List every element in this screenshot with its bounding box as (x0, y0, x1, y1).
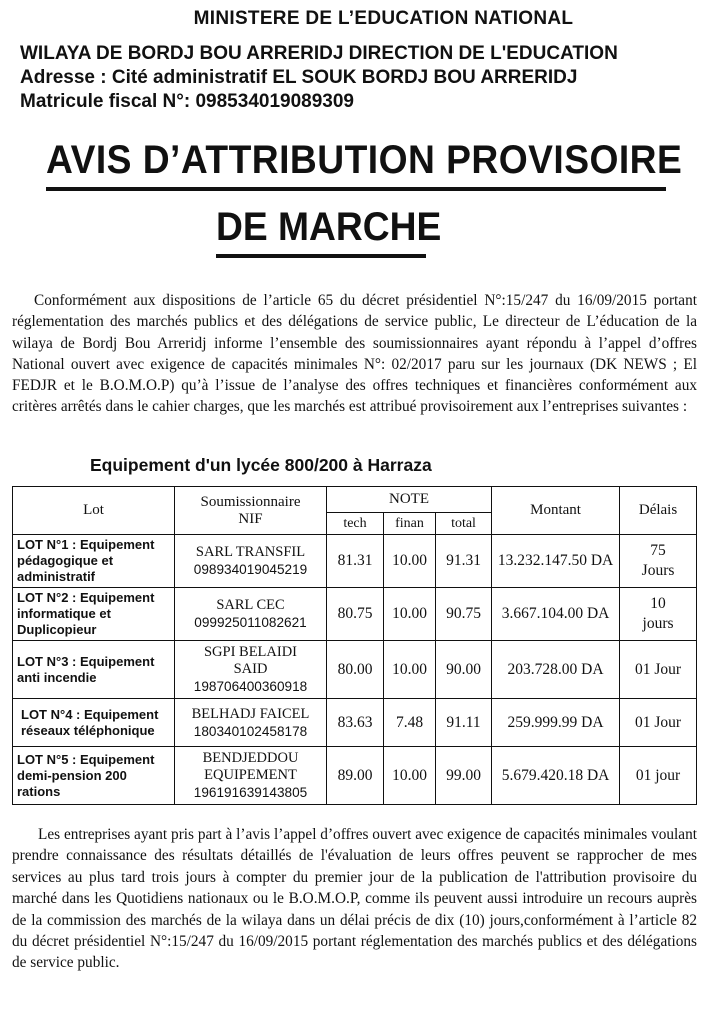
delay-unit: jours (642, 615, 674, 632)
finan-score: 7.48 (384, 699, 436, 747)
bidder-name: SARL TRANSFIL (195, 544, 306, 560)
amount: 3.667.104.00 DA (492, 588, 620, 641)
delay-value: 01 jour (635, 766, 681, 784)
amount: 13.232.147.50 DA (492, 535, 620, 588)
total-score: 91.11 (436, 699, 492, 747)
delay-value: 10 (650, 595, 666, 612)
header-nif-label: NIF (238, 510, 263, 527)
wilaya-heading: WILAYA DE BORDJ BOU ARRERIDJ DIRECTION DE L'EDUCATION (20, 43, 618, 64)
total-score: 90.00 (436, 641, 492, 699)
header-finan: finan (384, 513, 436, 535)
title-underline-1 (46, 187, 666, 191)
table-row (13, 535, 697, 588)
total-score: 99.00 (436, 747, 492, 805)
delay-cell (620, 699, 697, 747)
lot-number: LOT N°1 : (17, 537, 77, 552)
bidder-cell (175, 747, 327, 805)
lot-cell (13, 535, 175, 588)
bidder-name-line2: EQUIPEMENT (204, 767, 297, 783)
lot-description: Equipement informatique et Duplicopieur (17, 590, 155, 637)
tech-score: 89.00 (327, 747, 384, 805)
finan-score: 10.00 (384, 588, 436, 641)
delay-value: 75 (650, 542, 666, 559)
header-total: total (436, 513, 492, 535)
delay-cell (620, 641, 697, 699)
lot-description: Equipement réseaux téléphonique (21, 706, 159, 738)
notice-title-line2: DE MARCHE (216, 205, 442, 249)
header-lot: Lot (13, 487, 175, 535)
finan-score: 10.00 (384, 747, 436, 805)
bidder-cell (175, 699, 327, 747)
bidder-nif: 099925011082621 (194, 615, 307, 630)
header-delais: Délais (620, 487, 697, 535)
header-bidder-label: Soumissionnaire (200, 493, 301, 510)
table-row (13, 747, 697, 805)
header-tech: tech (327, 513, 384, 535)
bidder-cell (175, 641, 327, 699)
closing-paragraph: Les entreprises ayant pris part à l’avis l’appel d’offres ouvert avec exigence de capacités minimales voulant prendre connaissance des résultats détaillés de l'évaluation de leurs offres peuvent se rapprocher de mes services au plus tard trois jours à compter du premier jour de la publication de l'attribution provisoire du marché dans les Quotidiens nationaux ou le B.O.M.O.P, comme ils peuvent aussi introduire un recours auprès de la commission des marchés de la wilaya dans un délai précis de dix (10) jours,conformément à l’article 82 du décret présidentiel N°:15/247 du 16/09/2015 portant réglementation des marchés publics et des délégations de service public. (12, 826, 697, 972)
amount: 203.728.00 DA (492, 641, 620, 699)
lot-cell (13, 699, 175, 747)
bidder-name: SARL CEC (216, 597, 285, 613)
table-row (13, 641, 697, 699)
header-bidder (175, 487, 327, 535)
lot-cell (13, 588, 175, 641)
lot-number: LOT N°4 : (21, 706, 81, 722)
tech-score: 80.75 (327, 588, 384, 641)
total-score: 90.75 (436, 588, 492, 641)
finan-score: 10.00 (384, 535, 436, 588)
header-montant: Montant (492, 487, 620, 535)
tech-score: 81.31 (327, 535, 384, 588)
tech-score: 83.63 (327, 699, 384, 747)
bidder-nif: 098934019045219 (193, 562, 308, 577)
table-row (13, 588, 697, 641)
bidder-name: BENDJEDDOU (202, 750, 299, 766)
intro-paragraph: Conformément aux dispositions de l’article 65 du décret présidentiel N°:15/247 du 16/09/2015 portant réglementation des marchés publics et des délégations de service public, Le directeur de L’éducation de la wilaya de Bordj Bou Arreridj informe l’ensemble des soumissionnaires ayant répondu à l’appel d’offres National ouvert avec exigence de capacités minimales N°: 02/2017 paru sur les journaux (DK NEWS ; El FEDJR et le B.O.M.O.P) qu’à l’issue de l’analyse des offres techniques et financières conformément aux critères arrêtés dans le cahier charges, que les marchés est attribué provisoirement aux l’entreprises suivantes : (12, 292, 697, 416)
bidder-nif: 198706400360918 (193, 679, 308, 694)
delay-cell (620, 747, 697, 805)
bidder-name: SGPI BELAIDI (203, 644, 298, 660)
total-score: 91.31 (436, 535, 492, 588)
lot-number: LOT N°5 : (17, 751, 77, 767)
address-line: Adresse : Cité administratif EL SOUK BORDJ BOU ARRERIDJ (20, 67, 578, 88)
header-note: NOTE (327, 487, 492, 513)
lot-number: LOT N°3 : (17, 653, 77, 669)
lot-cell (13, 747, 175, 805)
bidder-nif: 180340102458178 (193, 723, 308, 739)
delay-cell (620, 535, 697, 588)
section-title: Equipement d'un lycée 800/200 à Harraza (90, 455, 432, 475)
lot-description: Equipement demi-pension 200 rations (17, 751, 155, 799)
table-row (13, 699, 697, 747)
bidder-name: BELHADJ FAICEL (191, 705, 310, 722)
bidder-cell (175, 588, 327, 641)
lot-number: LOT N°2 : (17, 590, 77, 605)
delay-value: 01 Jour (634, 713, 682, 731)
amount: 5.679.420.18 DA (492, 747, 620, 805)
award-table (12, 486, 697, 805)
bidder-name-line2: SAID (233, 661, 268, 677)
lot-description: Equipement anti incendie (17, 653, 155, 685)
lot-description: Equipement pédagogique et administratif (17, 537, 155, 584)
amount: 259.999.99 DA (492, 699, 620, 747)
ministry-heading: MINISTERE DE L’EDUCATION NATIONAL (193, 8, 574, 29)
tech-score: 80.00 (327, 641, 384, 699)
notice-title-line1: AVIS D’ATTRIBUTION PROVISOIRE (46, 138, 683, 182)
bidder-nif: 196191639143805 (193, 785, 308, 800)
finan-score: 10.00 (384, 641, 436, 699)
delay-cell (620, 588, 697, 641)
fiscal-number-line: Matricule fiscal N°: 098534019089309 (20, 91, 354, 112)
delay-value: 01 Jour (634, 660, 682, 678)
title-underline-2 (216, 254, 426, 258)
lot-cell (13, 641, 175, 699)
bidder-cell (175, 535, 327, 588)
delay-unit: Jours (641, 562, 675, 579)
